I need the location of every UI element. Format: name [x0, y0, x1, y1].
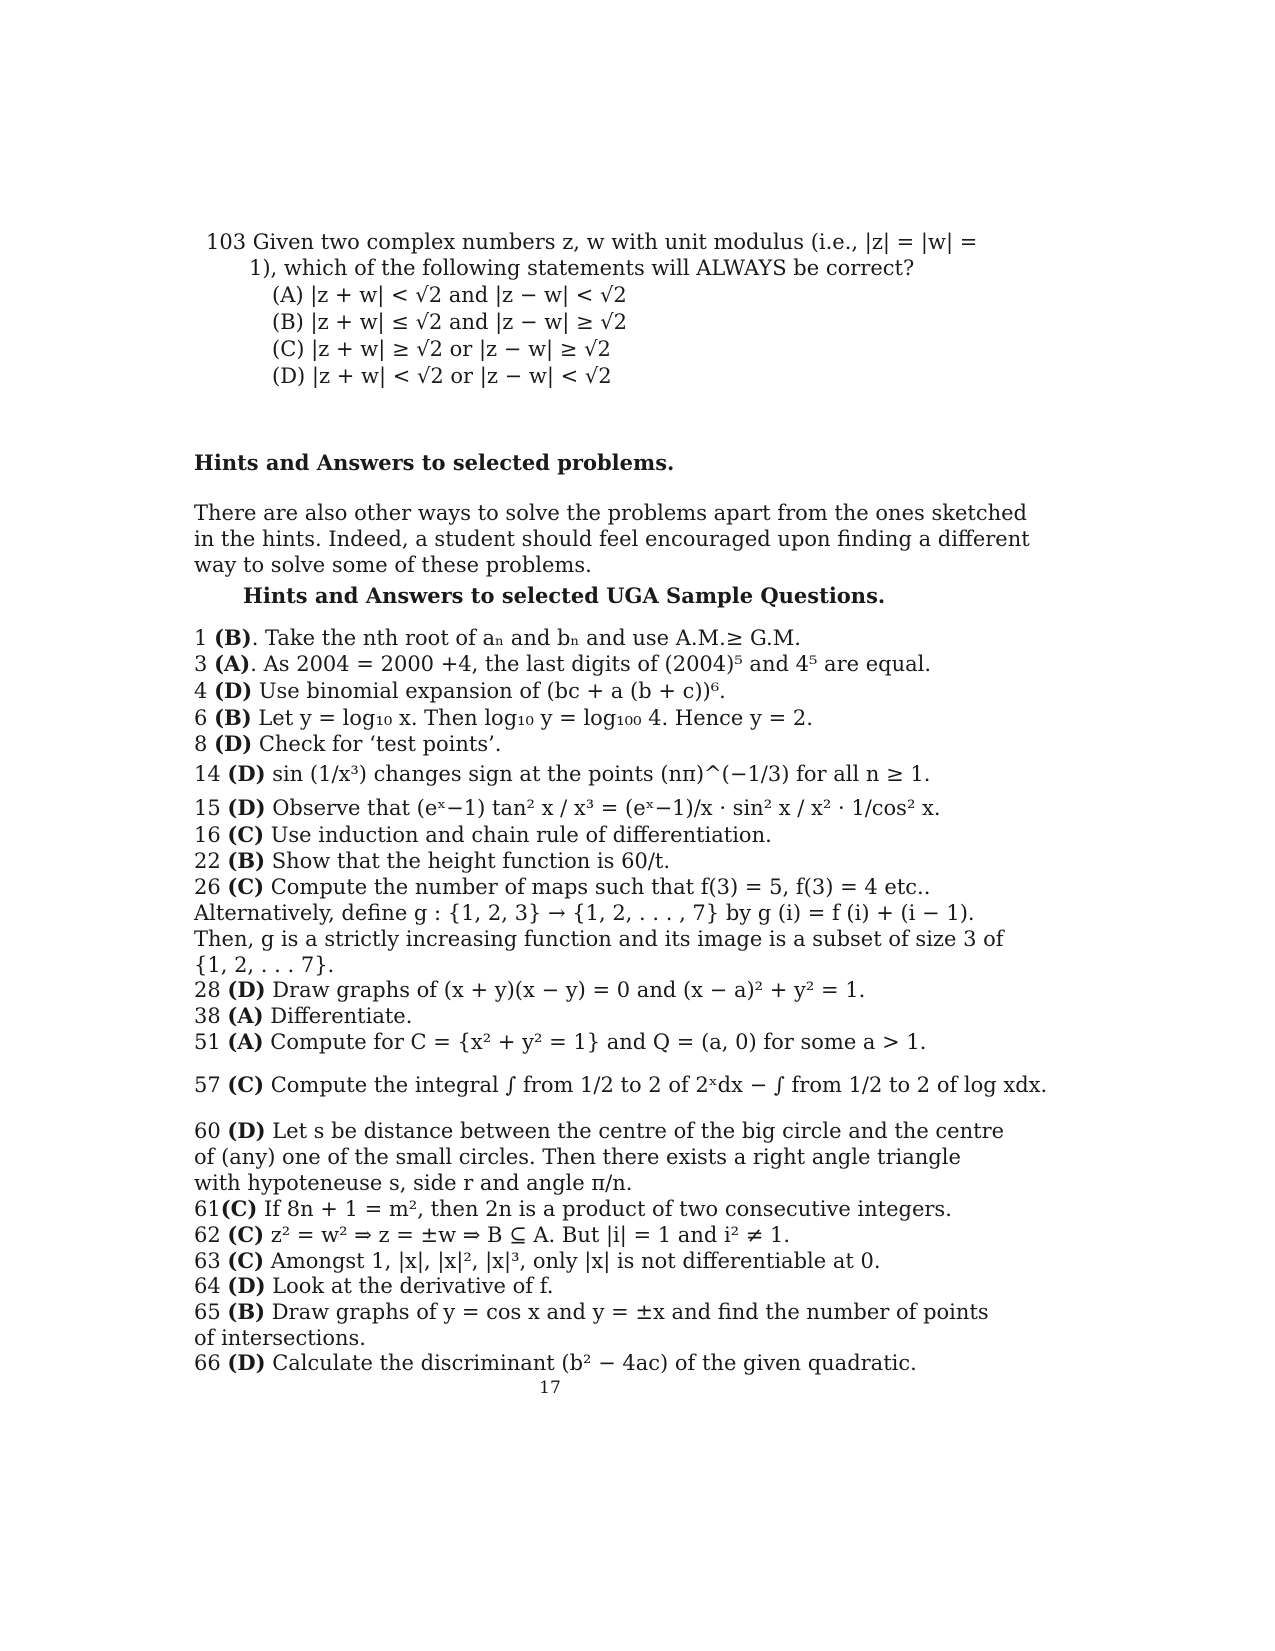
answer-hint: Amongst 1, |x|, |x|², |x|³, only |x| is not differentiable at 0. — [264, 1249, 881, 1273]
answer-26 — [194, 874, 946, 900]
answer-hint: Compute the number of maps such that f(3) = 5, f(3) = 4 etc.. — [264, 875, 931, 899]
answer-choice: (D) — [214, 731, 253, 756]
problem-103-option-d: (D) |z + w| < √2 or |z − w| < √2 — [272, 364, 612, 388]
answer-number: 51 — [194, 1030, 221, 1054]
answer-number: 63 — [194, 1249, 221, 1273]
answer-8 — [194, 731, 946, 757]
answer-hint: Show that the height function is 60/t. — [265, 849, 671, 873]
answer-hint: Differentiate. — [263, 1004, 413, 1028]
answer-26-cont-3: {1, 2, . . . 7}. — [194, 953, 335, 977]
answer-number: 66 — [194, 1351, 221, 1375]
problem-103-line-1: 103 Given two complex numbers z, w with unit modulus (i.e., |z| = |w| = — [206, 230, 978, 254]
answer-hint: z² = w² ⇒ z = ±w ⇒ B ⊆ A. But |i| = 1 and i² ≠ 1. — [264, 1223, 791, 1247]
answer-60-cont-1: of (any) one of the small circles. Then there exists a right angle triangle — [194, 1145, 961, 1169]
answer-hint: . Take the nth root of aₙ and bₙ and use A.M.≥ G.M. — [251, 626, 801, 650]
answer-60 — [194, 1118, 1005, 1144]
answer-66 — [194, 1350, 946, 1376]
answer-number: 15 — [194, 796, 221, 820]
answer-hint: sin (1/x³) changes sign at the points (nπ)^(−1/3) for all n ≥ 1. — [265, 762, 931, 786]
answer-3 — [194, 651, 946, 677]
answer-choice: (C) — [220, 1196, 258, 1221]
answer-number: 8 — [194, 732, 208, 756]
uga-heading: Hints and Answers to selected UGA Sample Questions. — [243, 583, 886, 608]
answer-hint: Let s be distance between the centre of the big circle and the centre — [265, 1119, 1005, 1143]
answer-number: 65 — [194, 1300, 221, 1324]
answer-16 — [194, 822, 946, 848]
answer-hint: Draw graphs of y = cos x and y = ±x and find the number of points — [265, 1300, 989, 1324]
answer-64 — [194, 1273, 946, 1299]
problem-103-option-a: (A) |z + w| < √2 and |z − w| < √2 — [272, 283, 627, 307]
answer-63 — [194, 1248, 946, 1274]
answer-choice: (D) — [227, 1350, 266, 1375]
answer-choice: (C) — [227, 1072, 265, 1097]
answer-65-cont: of intersections. — [194, 1326, 366, 1350]
problem-103-option-c: (C) |z + w| ≥ √2 or |z − w| ≥ √2 — [272, 337, 611, 361]
answer-choice: (B) — [227, 1299, 266, 1324]
answer-choice: (C) — [227, 822, 265, 847]
answer-number: 22 — [194, 849, 221, 873]
answer-choice: (A) — [214, 651, 251, 676]
answer-number: 1 — [194, 626, 208, 650]
answer-number: 4 — [194, 679, 208, 703]
answer-hint: Compute the integral ∫ from 1/2 to 2 of 2ˣdx − ∫ from 1/2 to 2 of log xdx. — [264, 1073, 1048, 1097]
answer-choice: (A) — [227, 1029, 264, 1054]
answer-22 — [194, 848, 946, 874]
answer-14 — [194, 761, 946, 787]
answer-number: 62 — [194, 1223, 221, 1247]
answer-26-cont-2: Then, g is a strictly increasing function and its image is a subset of size 3 of — [194, 927, 1004, 951]
problem-103-option-b: (B) |z + w| ≤ √2 and |z − w| ≥ √2 — [272, 310, 627, 334]
answer-26-cont-1: Alternatively, define g : {1, 2, 3} → {1, 2, . . . , 7} by g (i) = f (i) + (i − 1). — [194, 901, 975, 925]
page-number: 17 — [539, 1378, 561, 1398]
intro-line-1: There are also other ways to solve the problems apart from the ones sketched — [194, 501, 1027, 525]
answer-61 — [194, 1196, 952, 1222]
answer-hint: Draw graphs of (x + y)(x − y) = 0 and (x − a)² + y² = 1. — [265, 978, 866, 1002]
answer-choice: (D) — [227, 977, 266, 1002]
answer-number: 61 — [194, 1197, 221, 1221]
answer-hint: Let y = log₁₀ x. Then log₁₀ y = log₁₀₀ 4. Hence y = 2. — [251, 706, 813, 730]
answer-choice: (D) — [227, 761, 266, 786]
answer-number: 38 — [194, 1004, 221, 1028]
answer-1 — [194, 625, 946, 651]
answer-60-cont-2: with hypoteneuse s, side r and angle π/n. — [194, 1171, 633, 1195]
answer-choice: (D) — [227, 1118, 266, 1143]
answer-choice: (A) — [227, 1003, 264, 1028]
answer-choice: (B) — [214, 705, 252, 730]
answer-number: 14 — [194, 762, 221, 786]
answer-number: 64 — [194, 1274, 221, 1298]
problem-103-line-2: 1), which of the following statements will ALWAYS be correct? — [249, 256, 915, 280]
answer-hint: Use binomial expansion of (bc + a (b + c))⁶. — [252, 679, 726, 703]
answer-38 — [194, 1003, 946, 1029]
answer-hint: Look at the derivative of f. — [265, 1274, 554, 1298]
answer-choice: (D) — [227, 1273, 266, 1298]
answer-choice: (C) — [227, 1248, 265, 1273]
answer-hint: Use induction and chain rule of differentiation. — [264, 823, 772, 847]
answer-hint: Check for ‘test points’. — [252, 732, 502, 756]
answer-choice: (C) — [227, 1222, 265, 1247]
answer-62 — [194, 1222, 946, 1248]
answer-15 — [194, 795, 946, 821]
answer-4 — [194, 678, 946, 704]
answer-choice: (D) — [227, 795, 266, 820]
answer-number: 28 — [194, 978, 221, 1002]
answer-hint: If 8n + 1 = m², then 2n is a product of two consecutive integers. — [257, 1197, 952, 1221]
answer-choice: (C) — [227, 874, 265, 899]
answer-number: 57 — [194, 1073, 221, 1097]
answer-65 — [194, 1299, 989, 1325]
answer-choice: (D) — [214, 678, 253, 703]
answer-hint: Calculate the discriminant (b² − 4ac) of the given quadratic. — [265, 1351, 917, 1375]
intro-line-3: way to solve some of these problems. — [194, 553, 592, 577]
answer-6 — [194, 705, 946, 731]
answer-number: 16 — [194, 823, 221, 847]
answer-number: 3 — [194, 652, 208, 676]
hints-heading: Hints and Answers to selected problems. — [194, 450, 675, 475]
answer-hint: Observe that (eˣ−1) tan² x / x³ = (eˣ−1)/x · sin² x / x² · 1/cos² x. — [265, 796, 941, 820]
answer-28 — [194, 977, 946, 1003]
answer-hint: Compute for C = {x² + y² = 1} and Q = (a, 0) for some a > 1. — [263, 1030, 927, 1054]
answer-choice: (B) — [214, 625, 252, 650]
answer-number: 26 — [194, 875, 221, 899]
answer-number: 6 — [194, 706, 208, 730]
answer-hint: . As 2004 = 2000 +4, the last digits of (2004)⁵ and 4⁵ are equal. — [250, 652, 932, 676]
intro-line-2: in the hints. Indeed, a student should feel encouraged upon finding a different — [194, 527, 1030, 551]
answer-choice: (B) — [227, 848, 266, 873]
answer-number: 60 — [194, 1119, 221, 1143]
answer-51 — [194, 1029, 946, 1055]
answer-57 — [194, 1072, 1048, 1098]
